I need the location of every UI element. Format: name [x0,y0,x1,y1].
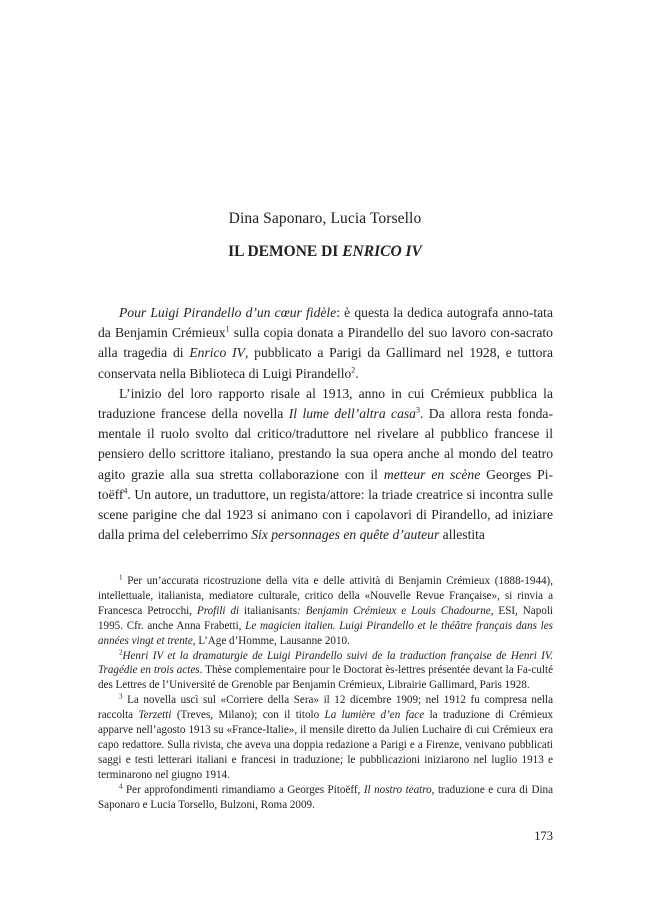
text-span: La novella uscì sul «Corriere della Sera» il 12 dicembre 1909; nel 1912 fu compresa nella raccolta [98,694,553,722]
page-number: 173 [534,829,553,843]
footnote-2 [98,649,553,694]
italic-span: Il nostro teatro [363,783,432,796]
footnote-number: 3 [119,692,123,701]
text-span: . [355,365,359,381]
italic-span: Le magicien italien. Luigi Pirandello et le théâtre français dans les années vingt et trente [98,619,553,647]
italic-span: Terzetti [138,709,172,722]
chapter-authors: Dina Saponaro, Lucia Torsello [228,210,422,227]
footnote-ref-1[interactable]: 1 [225,324,230,334]
footnote-ref-3[interactable]: 3 [415,405,420,415]
footnote-ref-2[interactable]: 2 [351,365,356,375]
text-span: . Thèse complementaire pour le Doctorat ès-lettres présentée devant la Fa-culté des Lettres de l’Université de Grenoble par Benjamin Crémieux, Librairie Gallimard, Paris 1928. [98,664,553,692]
text-span: allestita [439,527,485,543]
text-span: , traduzione e cura di Dina Saponaro e Lucia Torsello, Bulzoni, Roma 2009. [98,783,554,811]
text-span: Per un’accurata ricostruzione della vita e delle attività di Benjamin Crémieux (1888-1944), intellettuale, italianista, mediatore culturale, critico della «Nouvelle Revue Française», si rinvia a Francesca Petrocchi, [98,575,553,617]
title-prefix: IL DEMONE DI [228,243,339,260]
text-span: italianisants [239,604,298,617]
text-span: , pubblicato a Parigi da Gallimard nel 1928, e tuttora conservata nella Biblioteca di Luigi Pirandello [98,345,553,381]
main-text [98,303,553,545]
footnote-number: 1 [119,573,123,582]
dedication-quote: Pour Luigi Pirandello d’un cœur fidèle [119,305,337,320]
italic-span: Enrico IV [189,345,245,361]
text-span: : è questa la dedica autografa anno-tata da Benjamin Crémieux [98,305,553,341]
paragraph-1 [98,303,553,384]
footnote-3 [98,693,553,782]
italic-span: Henri IV et la dramaturgie de Luigi Pirandello suivi de la traduction française de Henri IV. Tragédie en trois actes [98,649,553,677]
italic-span: metteur en scène [383,466,481,482]
italic-span: Six personnages en quête d’auteur [251,527,440,543]
paragraph-2 [98,384,553,546]
text-span: . Un autore, un traduttore, un regista/attore: la triade creatrice si incontra sulle scene parigine che dal 1923 si animano con i capolavori di Pirandello, ad iniziare dalla prima del celeberrimo [98,486,553,543]
title-italic: ENRICO IV [342,243,422,260]
footnote-1 [98,574,553,649]
text-span: Per approfondimenti rimandiamo a Georges Pitoëff, [122,783,364,796]
italic-span: : Benjamin Crémieux e Louis Chadourne [297,604,491,617]
text-span: (Treves, Milano); con il titolo [171,709,325,722]
text-span: sulla copia donata a Pirandello del suo lavoro con-sacrato alla tragedia di [98,325,553,361]
footnotes [98,574,553,813]
footnote-4 [98,783,553,813]
italic-span: La lumière d’en face [324,709,425,722]
text-span: , L’Age d’Homme, Lausanne 2010. [192,634,350,647]
footnote-ref-4[interactable]: 4 [123,486,128,496]
chapter-title [0,243,650,261]
text-span: Georges Pi-toëff [98,466,554,502]
text-span: L’inizio del loro rapporto risale al 1913, anno in cui Crémieux pubblica la traduzione francese della novella [98,385,553,422]
footnote-number: 2 [119,647,123,656]
italic-span: Il lume dell’altra casa [288,406,416,422]
text-span: la traduzione di Crémieux apparve nell’agosto 1913 su «France-Italie», il mensile diretto da Julien Luchaire di cui Crémieux era capo redattore. Sulla rivista, che aveva una doppia redazione a Parigi e a Firenze, venivano pubblicati saggi e testi letterari italiani e francesi in traduzione; le pubblicazioni iniziarono nel luglio 1913 e terminarono nel giugno 1914. [98,709,553,781]
text-span: . Da allora resta fonda-mentale il ruolo svolto dal critico/traduttore nel rivelare al pubblico francese il pensiero dello scrittore italiano, prestando la sua opera anche al mondo del teatro agito grazie alla sua stretta collaborazione con il [98,406,553,482]
footnote-number: 4 [119,782,123,790]
text-span: , ESI, Napoli 1995. Cfr. anche Anna Frabetti, [98,604,553,632]
italic-span: Profili di [196,604,240,617]
